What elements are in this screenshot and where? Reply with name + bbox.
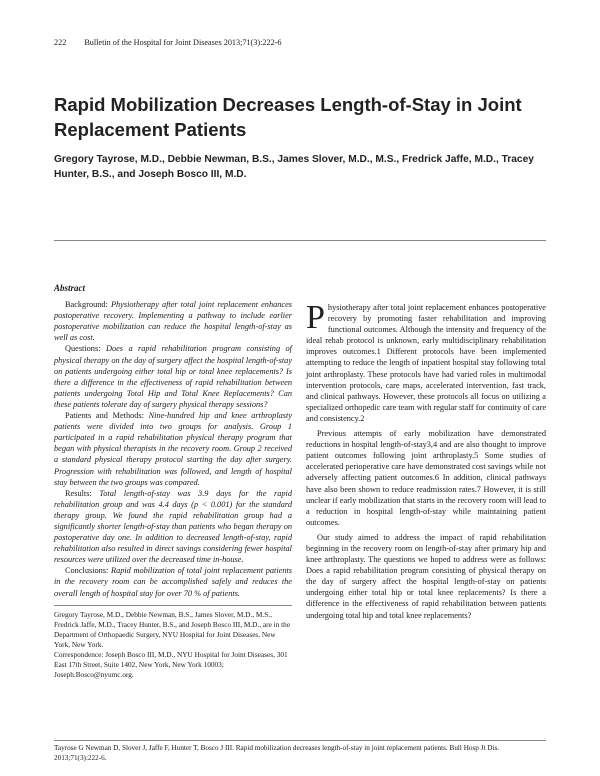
page-number: 222	[54, 38, 67, 47]
abstract-methods-text: Nine-hundred hip and knee arthroplasty patients were divided into two groups for analysis. Group 1 participated in a rapid rehabilitation physical therapy program that began with physical therapists in the recovery room. Group 2 received a standard physical therapy protocol starting the day after surgery. Progression with rehabilitation was followed, and length of hospital stay between the two groups was compared.	[54, 411, 293, 487]
abstract-questions-text: Does a rapid rehabilitation program consisting of physical therapy on the day of surgery affect the hospital length-of-stay on patients undergoing either total hip or total knee replacements? Is there a difference in the effectiveness of rapid rehabilitation between patients undergoing Total Hip and Total Knee Replacements? Can these patients tolerate day of surgery physical therapy sessions?	[54, 344, 292, 409]
abstract-methods-label: Patients and Methods:	[65, 411, 144, 421]
body-paragraph-1	[306, 299, 546, 424]
abstract-results-label: Results:	[65, 488, 92, 498]
drop-cap: P	[306, 299, 325, 336]
author-list: Gregory Tayrose, M.D., Debbie Newman, B.S., James Slover, M.D., M.S., Fredrick Jaffe, M.D., Tracey Hunter, B.S., and Joseph Bosco III, M.D.	[54, 154, 534, 180]
journal-name: Bulletin of the Hospital for Joint Diseases 2013;71(3):222-6	[84, 38, 282, 47]
abstract-background-label: Background:	[65, 300, 108, 310]
affiliation-note: Gregory Tayrose, M.D., Debbie Newman, B.S., James Slover, M.D., M.S., Fredrick Jaffe, M.D., Tracey Hunter, B.S., and Joseph Bosco III, M.D., are in the Department of Orthopaedic Surgery, NYU Hospital for Joint Diseases, New York, New York.	[54, 609, 291, 649]
running-header	[54, 38, 281, 47]
abstract-conclusions-label: Conclusions:	[65, 566, 109, 576]
citation-footer: Tayrose G Newman D, Slover J, Jaffe F, Hunter T, Bosco J III. Rapid mobilization decreases length-of-stay in joint replacement patients. Bull Hosp Jt Dis. 2013;71(3):222-6.	[54, 744, 500, 762]
left-column	[54, 283, 292, 680]
abstract-background	[54, 299, 292, 343]
abstract-questions-label: Questions:	[65, 344, 101, 354]
body-paragraph-3: Our study aimed to address the impact of rapid rehabilitation beginning in the recovery room on length-of-stay after primary hip and knee arthroplasty. The questions we hoped to address were as follows: Does a rapid rehabilitation program consisting of physical therapy on the day of surgery affect the hospital length-of-stay on patients undergoing either total hip or total knee replacements? Is there a difference in the effectiveness of rapid rehabilitation between patients undergoing total hip and total knee replacements?	[306, 532, 546, 620]
body-paragraph-1-text: hysiotherapy after total joint replacement enhances postoperative recovery by promoting faster rehabilitation and improving functional outcomes. Although the intensity and frequency of the ideal rehab protocol is unknown, early multidisciplinary rehabilitation improves outcomes.1 Different protocols have been implemented attempting to reduce the length of inpatient hospital stay following total joint arthroplasty. These protocols have had varied roles in multimodal intervention protocols, care maps, accelerated intervention, fast track, and clinical pathways. However, these protocols all focus on utilizing a specialized orthopedic care team with regular staff for continuity of care and consistency.2	[306, 303, 546, 423]
footer-divider	[54, 740, 546, 741]
abstract-results-text: Total length-of-stay was 3.9 days for the rapid rehabilitation group and was 4.4 days (p < 0.001) for the standard therapy group. We found the rapid rehabilitation group had a significantly shorter length-of-stay than patients who began therapy on postoperative day one. In addition to decreased length-of-stay, rapid rehabilitation also resulted in direct savings considering fewer hospital resources were utilized over the decreased time in-house.	[54, 488, 292, 565]
abstract-conclusions-text: Rapid mobilization of total joint replacement patients in the recovery room can be accomplished safely and reduces the overall length of hospital stay for over 70 % of patients.	[54, 566, 293, 598]
abstract-conclusions	[54, 565, 292, 598]
footnotes	[54, 605, 292, 680]
article-title: Rapid Mobilization Decreases Length-of-Stay in Joint Replacement Patients	[54, 94, 522, 140]
right-column	[306, 293, 546, 621]
abstract-methods	[54, 410, 292, 488]
abstract-background-text: Physiotherapy after total joint replacement enhances postoperative recovery. Implementing a pathway to include earlier postoperative mobilization can reduce the hospital length-of-stay as well as cost.	[54, 300, 292, 343]
abstract-heading: Abstract	[54, 283, 86, 293]
header-divider	[54, 240, 546, 241]
abstract-results	[54, 488, 292, 566]
correspondence-note: Correspondence: Joseph Bosco III, M.D., NYU Hospital for Joint Diseases, 301 East 17th Street, Suite 1402, New York, New York 10003; Joseph.Bosco@nyumc.org.	[54, 649, 288, 679]
abstract-questions	[54, 343, 292, 410]
body-paragraph-2: Previous attempts of early mobilization have demonstrated reductions in hospital length-of-stay3,4 and are also thought to improve patient outcomes following joint arthroplasty.5 Some studies of accelerated perioperative care have demonstrated cost savings while not adversely affecting patient outcomes.6 In addition, clinical pathways have also been shown to reduce readmission rates.7 However, it is still unclear if early mobilization that starts in the recovery room will lead to a reduction in hospital length-of-stay while maintaining patient outcomes.	[306, 429, 546, 527]
